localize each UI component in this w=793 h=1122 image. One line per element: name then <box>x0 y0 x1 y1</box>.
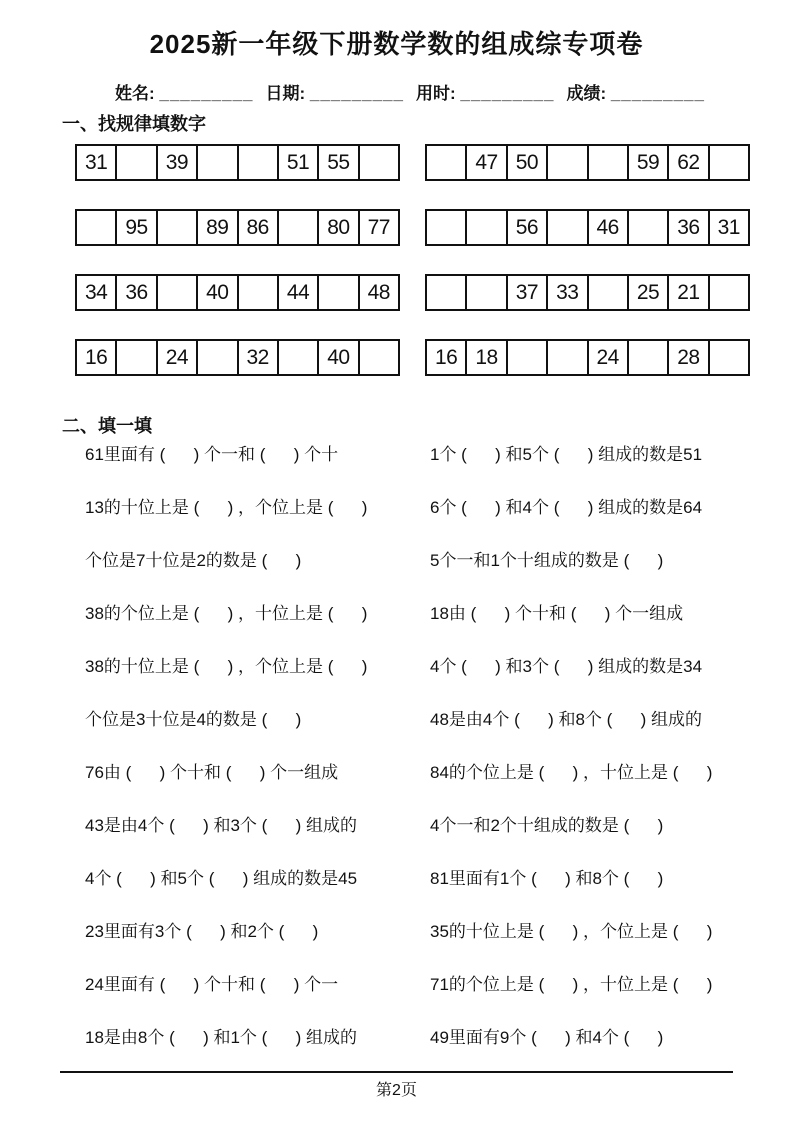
sequence-cell-blank <box>467 276 507 309</box>
info-field-blank: _________ <box>460 84 555 103</box>
sequence-cell-blank <box>710 146 748 179</box>
info-field <box>265 84 403 103</box>
sequence-cell: 16 <box>77 341 117 374</box>
sequence-table <box>425 209 750 246</box>
sequence-table <box>425 339 750 376</box>
sequence-cell-blank <box>239 146 279 179</box>
info-field-label: 成绩: <box>566 84 611 103</box>
sequence-cell: 32 <box>239 341 279 374</box>
question-item: 38的个位上是 ( ) ，十位上是 ( ) <box>85 604 368 623</box>
sequence-cell: 37 <box>508 276 548 309</box>
sequence-cell: 28 <box>669 341 709 374</box>
sequence-cell: 86 <box>239 211 279 244</box>
sequence-cell: 18 <box>467 341 507 374</box>
info-field <box>566 84 704 103</box>
question-item: 13的十位上是 ( ) ，个位上是 ( ) <box>85 498 368 517</box>
sequence-cell-blank <box>629 211 669 244</box>
sequence-cell-blank <box>589 276 629 309</box>
sequence-cell-blank <box>427 211 467 244</box>
questions-column-right <box>430 440 745 1076</box>
sequence-cell: 25 <box>629 276 669 309</box>
footer-divider <box>60 1071 733 1073</box>
question-item: 个位是7十位是2的数是 ( ) <box>85 551 302 570</box>
sequence-cell: 24 <box>589 341 629 374</box>
sequence-cell: 31 <box>717 215 740 239</box>
sequence-cell: 44 <box>279 276 319 309</box>
sequence-table <box>75 339 400 376</box>
question-item: 76由 ( ) 个十和 ( ) 个一组成 <box>85 763 339 782</box>
sequence-cell-blank <box>710 276 748 309</box>
sequence-cell-blank <box>360 341 398 374</box>
question-item: 23里面有3个 ( ) 和2个 ( ) <box>85 922 319 941</box>
info-field <box>115 84 253 103</box>
sequence-cell: 24 <box>158 341 198 374</box>
question-item: 18是由8个 ( ) 和1个 ( ) 组成的 <box>85 1028 358 1047</box>
sequence-cell: 46 <box>589 211 629 244</box>
sequence-cell-blank <box>239 276 279 309</box>
question-item: 71的个位上是 ( ) ，十位上是 ( ) <box>430 975 713 994</box>
question-item: 48是由4个 ( ) 和8个 ( ) 组成的 <box>430 710 703 729</box>
sequence-table <box>75 274 400 311</box>
question-item: 24里面有 ( ) 个十和 ( ) 个一 <box>85 975 339 994</box>
sequence-cell: 16 <box>427 341 467 374</box>
info-field-label: 日期: <box>265 84 310 103</box>
page-title: 2025新一年级下册数学数的组成综专项卷 <box>149 29 644 59</box>
sequence-table-row <box>75 209 750 246</box>
sequence-cell: 39 <box>158 146 198 179</box>
sequence-cell-blank <box>198 146 238 179</box>
sequence-table-row <box>75 339 750 376</box>
sequence-cell: 36 <box>669 211 709 244</box>
sequence-cell-blank <box>279 211 319 244</box>
sequence-table <box>425 144 750 181</box>
sequence-cell-blank <box>589 146 629 179</box>
sequence-cell: 34 <box>77 276 117 309</box>
question-item: 6个 ( ) 和4个 ( ) 组成的数是64 <box>430 498 703 517</box>
sequence-cell-blank <box>158 276 198 309</box>
sequence-table <box>75 209 400 246</box>
sequence-cell: 33 <box>548 276 588 309</box>
question-item: 61里面有 ( ) 个一和 ( ) 个十 <box>85 445 339 464</box>
info-field-label: 用时: <box>415 84 461 103</box>
sequence-table-row <box>75 144 750 181</box>
sequence-cell-blank <box>158 211 198 244</box>
sequence-cell: 62 <box>669 146 709 179</box>
question-item: 38的十位上是 ( ) ，个位上是 ( ) <box>85 657 368 676</box>
sequence-cell-blank <box>427 276 467 309</box>
sequence-cell-blank <box>629 341 669 374</box>
sequence-table <box>75 144 400 181</box>
sequence-cell-blank <box>710 341 748 374</box>
sequence-cell-blank <box>427 146 467 179</box>
sequence-cell: 31 <box>77 146 117 179</box>
section1-heading: 一、找规律填数字 <box>62 114 206 134</box>
sequence-cell: 51 <box>279 146 319 179</box>
sequence-cell: 40 <box>198 276 238 309</box>
sequence-cell: 40 <box>319 341 359 374</box>
page-number: 第2页 <box>376 1082 417 1099</box>
sequence-cell-blank <box>548 146 588 179</box>
sequence-cell: 95 <box>117 211 157 244</box>
sequence-cell: 59 <box>629 146 669 179</box>
sequence-cell-blank <box>319 276 359 309</box>
sequence-cell: 77 <box>367 215 390 239</box>
question-item: 个位是3十位是4的数是 ( ) <box>85 710 302 729</box>
student-info-row <box>115 79 717 104</box>
questions-column-left <box>85 440 430 1076</box>
sequence-tables <box>75 144 750 404</box>
sequence-cell: 47 <box>467 146 507 179</box>
sequence-cell: 48 <box>367 280 390 304</box>
sequence-cell-blank <box>360 146 398 179</box>
info-field-blank: _________ <box>610 84 705 103</box>
sequence-table-row <box>75 274 750 311</box>
sequence-cell-blank <box>467 211 507 244</box>
sequence-cell: 50 <box>508 146 548 179</box>
sequence-cell: 21 <box>669 276 709 309</box>
sequence-cell-blank <box>117 146 157 179</box>
info-field-label: 姓名: <box>115 84 160 103</box>
sequence-cell-blank <box>508 341 548 374</box>
sequence-cell-blank <box>117 341 157 374</box>
fill-in-questions <box>85 440 745 1076</box>
sequence-cell: 80 <box>319 211 359 244</box>
sequence-cell-blank <box>548 211 588 244</box>
question-item: 49里面有9个 ( ) 和4个 ( ) <box>430 1028 664 1047</box>
info-field-blank: _________ <box>309 84 404 103</box>
section2-heading: 二、填一填 <box>62 416 152 436</box>
sequence-table <box>425 274 750 311</box>
question-item: 81里面有1个 ( ) 和8个 ( ) <box>430 869 664 888</box>
question-item: 5个一和1个十组成的数是 ( ) <box>430 551 664 570</box>
sequence-cell: 56 <box>508 211 548 244</box>
sequence-cell: 55 <box>319 146 359 179</box>
question-item: 4个 ( ) 和3个 ( ) 组成的数是34 <box>430 657 703 676</box>
question-item: 1个 ( ) 和5个 ( ) 组成的数是51 <box>430 445 703 464</box>
sequence-cell-blank <box>77 211 117 244</box>
info-field <box>416 84 554 103</box>
question-item: 35的十位上是 ( ) ，个位上是 ( ) <box>430 922 713 941</box>
question-item: 43是由4个 ( ) 和3个 ( ) 组成的 <box>85 816 358 835</box>
question-item: 4个 ( ) 和5个 ( ) 组成的数是45 <box>85 869 358 888</box>
sequence-cell: 89 <box>198 211 238 244</box>
question-item: 18由 ( ) 个十和 ( ) 个一组成 <box>430 604 684 623</box>
question-item: 4个一和2个十组成的数是 ( ) <box>430 816 664 835</box>
info-field-blank: _________ <box>159 84 254 103</box>
sequence-cell-blank <box>548 341 588 374</box>
sequence-cell-blank <box>279 341 319 374</box>
sequence-cell: 36 <box>117 276 157 309</box>
sequence-cell-blank <box>198 341 238 374</box>
question-item: 84的个位上是 ( ) ，十位上是 ( ) <box>430 763 713 782</box>
